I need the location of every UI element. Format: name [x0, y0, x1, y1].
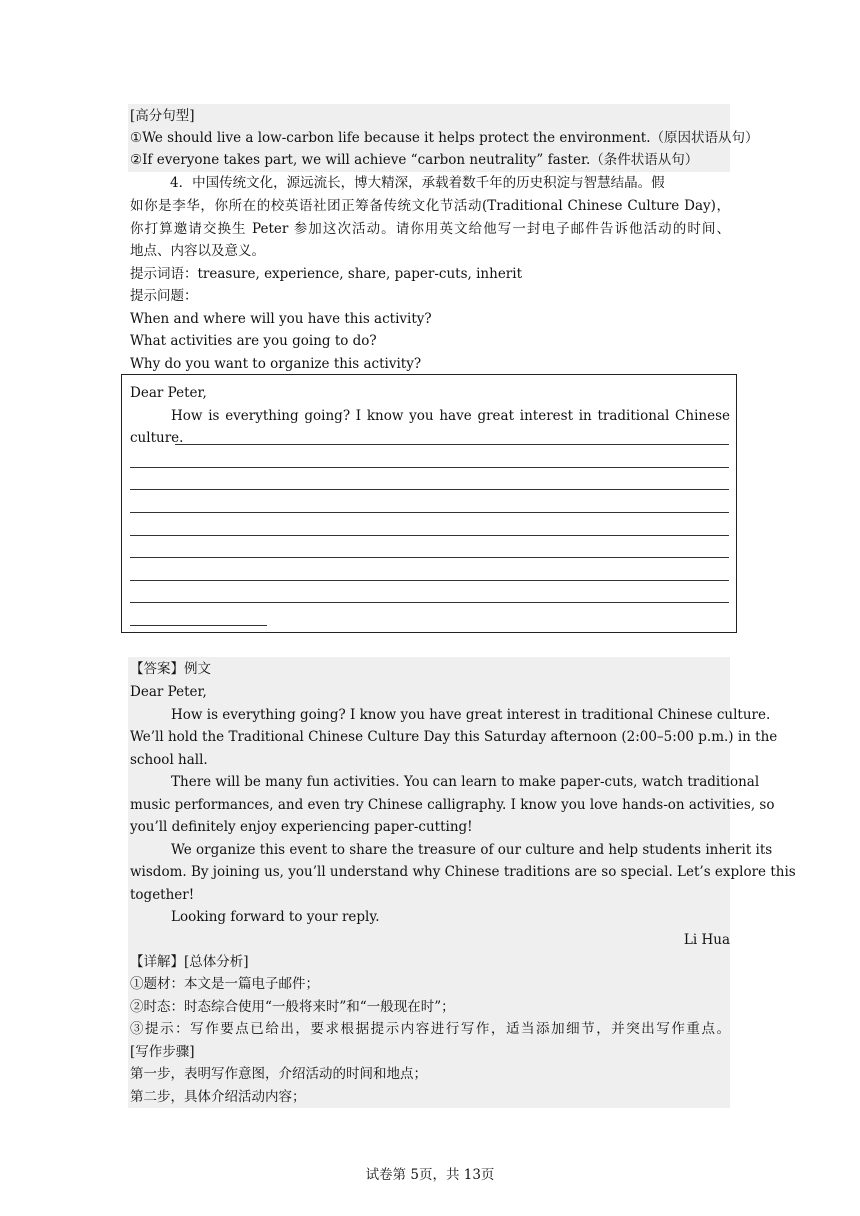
answer-signature: Li Hua [683, 932, 730, 948]
analysis-item-2: ②时态：时态综合使用“一般将来时”和“一般现在时”； [130, 999, 455, 1015]
writing-line[interactable] [130, 580, 729, 581]
writing-step-1: 第一步，表明写作意图，介绍活动的时间和地点； [130, 1066, 427, 1082]
analysis-item-3: ③提示：写作要点已给出，要求根据提示内容进行写作，适当添加细节，并突出写作重点。 [130, 1021, 730, 1037]
writing-line[interactable] [175, 444, 729, 445]
writing-step-2: 第二步，具体介绍活动内容； [130, 1089, 306, 1105]
question-line-3: 你打算邀请交换生 Peter 参加这次活动。请你用英文给他写一封电子邮件告诉他活动的时间、 [130, 221, 730, 237]
box-greeting: Dear Peter, [130, 385, 207, 401]
box-line-1: How is everything going? I know you have great interest in traditional Chinese [171, 408, 730, 424]
writing-line[interactable] [130, 557, 729, 558]
answer-p2-line-3: you’ll definitely enjoy experiencing paper-cutting! [130, 819, 473, 835]
analysis-item-1: ①题材：本文是一篇电子邮件； [130, 976, 319, 992]
answer-greeting: Dear Peter, [130, 684, 207, 700]
answer-p3-line-3: together! [130, 887, 195, 903]
hint-question-1: When and where will you have this activity? [130, 311, 432, 327]
answer-p1-line-2: We’ll hold the Traditional Chinese Culture Day this Saturday afternoon (2:00–5:00 p.m.) in the [130, 729, 778, 745]
high-score-title: [高分句型] [130, 108, 195, 124]
high-score-sentence-2: ②If everyone takes part, we will achieve “carbon neutrality” faster.（条件状语从句） [130, 152, 699, 168]
answer-p2-line-2: music performances, and even try Chinese calligraphy. I know you love hands-on activities, so [130, 797, 775, 813]
high-score-sentence-1: ①We should live a low-carbon life because it helps protect the environment.（原因状语从句） [130, 130, 759, 146]
page-footer: 试卷第 5页，共 13页 [365, 1167, 495, 1183]
writing-line[interactable] [130, 602, 729, 603]
answer-p2-line-1: There will be many fun activities. You can learn to make paper-cuts, watch traditional [171, 774, 760, 790]
question-line-1: 4．中国传统文化，源远流长，博大精深，承载着数千年的历史积淀与智慧结晶。假 [170, 175, 665, 191]
hint-question-3: Why do you want to organize this activity? [130, 356, 422, 372]
answer-p1-line-1: How is everything going? I know you have great interest in traditional Chinese culture. [171, 707, 771, 723]
hint-question-2: What activities are you going to do? [130, 333, 377, 349]
box-line-2-start: culture. [130, 430, 184, 446]
answer-p1-line-3: school hall. [130, 752, 208, 768]
hint-questions-label: 提示问题： [130, 288, 198, 304]
question-line-4: 地点、内容以及意义。 [130, 243, 265, 259]
hint-words: 提示词语：treasure, experience, share, paper-cuts, inherit [130, 266, 523, 282]
answer-p3-line-2: wisdom. By joining us, you’ll understand why Chinese traditions are so special. Let’s explore this [130, 864, 796, 880]
writing-steps-label: [写作步骤] [130, 1044, 195, 1060]
writing-line[interactable] [130, 467, 729, 468]
answer-p3-line-1: We organize this event to share the treasure of our culture and help students inherit its [171, 842, 773, 858]
writing-line[interactable] [130, 625, 267, 626]
analysis-label: 【详解】[总体分析] [130, 954, 249, 970]
writing-line[interactable] [130, 535, 729, 536]
writing-line[interactable] [130, 512, 729, 513]
answer-closing: Looking forward to your reply. [171, 909, 380, 925]
answer-label: 【答案】例文 [130, 661, 211, 677]
writing-line[interactable] [130, 489, 729, 490]
question-line-2: 如你是李华，你所在的校英语社团正筹备传统文化节活动(Traditional Chinese Culture Day)， [130, 198, 730, 214]
